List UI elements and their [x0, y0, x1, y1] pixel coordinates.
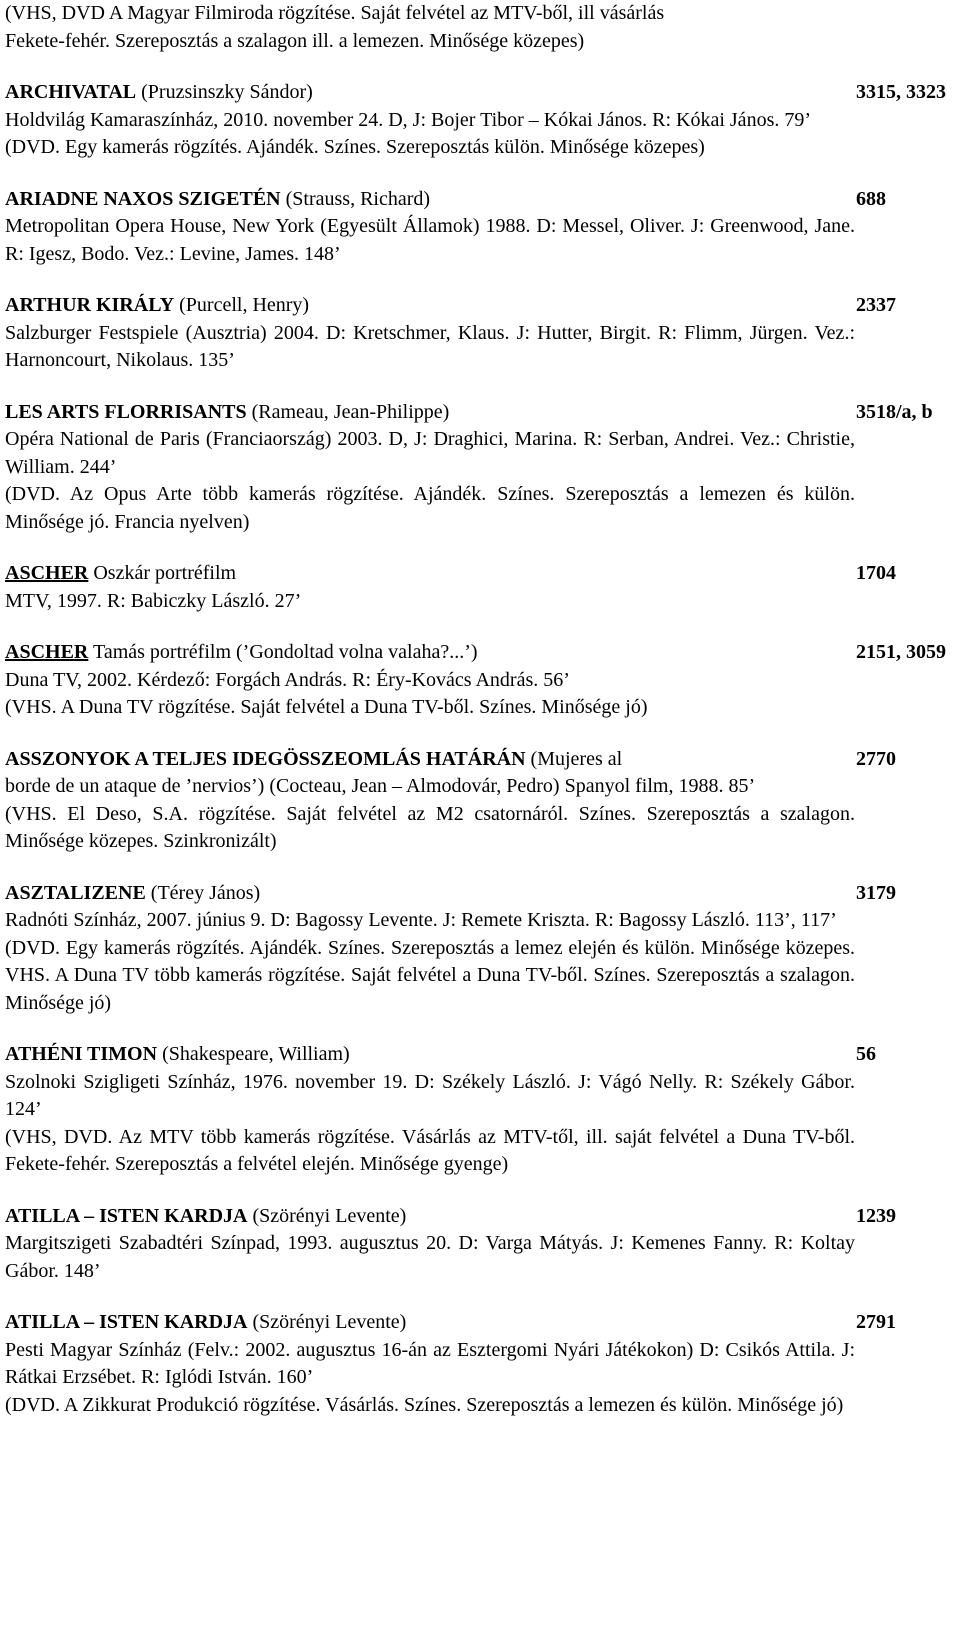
entry-heading	[5, 1203, 960, 1231]
entry-code: 2770	[856, 747, 896, 770]
entry-subtitle: (Mujeres al	[525, 747, 623, 770]
entry-heading	[5, 186, 960, 214]
entry-heading	[5, 560, 960, 588]
entry-subtitle: Oszkár portréfilm	[88, 562, 237, 584]
entry-subtitle: (Shakespeare, William)	[157, 1043, 350, 1065]
entry-body	[5, 588, 855, 616]
entry-heading	[5, 746, 960, 774]
entry-body	[5, 213, 855, 268]
catalog-entry	[5, 746, 960, 856]
entry-subtitle: (Rameau, Jean-Philippe)	[246, 400, 450, 423]
entry-line: Pesti Magyar Színház (Felv.: 2002. augusztus 16-án az Esztergomi Nyári Játékokon) D: Csikós Attila. J: Rátkai Erzsébet. R: Iglódi István. 160’	[5, 1338, 855, 1388]
entry-line: Radnóti Színház, 2007. június 9. D: Bagossy Levente. J: Remete Kriszta. R: Bagossy László. 113’, 117’	[5, 909, 837, 931]
catalog-entry	[5, 1203, 960, 1286]
entry-body	[5, 320, 855, 375]
entry-heading	[5, 880, 960, 908]
entry-subtitle: (Pruzsinszky Sándor)	[136, 81, 313, 103]
entry-title: ARTHUR KIRÁLY	[5, 294, 175, 316]
entry-line: borde de un ataque de ’nervios’) (Cocteau, Jean – Almodovár, Pedro) Spanyol film, 1988. 85’	[5, 775, 756, 797]
entry-line: (DVD. Az Opus Arte több kamerás rögzítése. Ajándék. Színes. Szereposztás a lemezen és külön. Minősége jó. Francia nyelven)	[5, 483, 855, 533]
entry-line: Salzburger Festspiele (Ausztria) 2004. D: Kretschmer, Klaus. J: Hutter, Birgit. R: Flimm, Jürgen. Vez.: Harnoncourt, Nikolaus. 135’	[5, 321, 855, 371]
entry-subtitle: (Strauss, Richard)	[280, 187, 431, 210]
entry-code: 3179	[856, 881, 896, 904]
entry-title: ASCHER	[5, 641, 89, 663]
entry-title: ATHÉNI TIMON	[5, 1043, 158, 1065]
entry-line: MTV, 1997. R: Babiczky László. 27’	[5, 589, 302, 612]
entry-title: ASZTALIZENE	[5, 881, 146, 904]
entry-code: 2151, 3059	[856, 641, 946, 663]
entry-body	[5, 907, 855, 1017]
entry-heading	[5, 292, 960, 320]
entry-subtitle: (Szörényi Levente)	[247, 1311, 407, 1333]
entry-heading	[5, 79, 960, 107]
entry-title: ARIADNE NAXOS SZIGETÉN	[5, 187, 281, 210]
entry-subtitle: (Térey János)	[145, 881, 261, 904]
entry-body	[5, 107, 855, 162]
entry-subtitle: Tamás portréfilm (’Gondoltad volna valaha?...’)	[88, 641, 478, 663]
entry-title: ASCHER	[5, 562, 89, 584]
entry-line: (DVD. A Zikkurat Produkció rögzítése. Vásárlás. Színes. Szereposztás a lemezen és külön. Minősége jó)	[5, 1393, 844, 1416]
entry-code: 2791	[856, 1311, 896, 1333]
entry-title: ATILLA – ISTEN KARDJA	[5, 1204, 248, 1227]
entry-title: ATILLA – ISTEN KARDJA	[5, 1311, 248, 1333]
entry-line: Duna TV, 2002. Kérdező: Forgách András. R: Éry-Kovács András. 56’	[5, 668, 570, 691]
entry-line: (VHS, DVD. Az MTV több kamerás rögzítése. Vásárlás az MTV-től, ill. saját felvétel a Duna TV-ből. Fekete-fehér. Szereposztás a felvétel elején. Minősége gyenge)	[5, 1125, 855, 1175]
entry-body	[5, 426, 855, 536]
catalog-entry	[5, 880, 960, 1018]
entry-body	[5, 773, 855, 856]
entry-line: Margitszigeti Szabadtéri Színpad, 1993. augusztus 20. D: Varga Mátyás. J: Kemenes Fanny. R: Koltay Gábor. 148’	[5, 1232, 855, 1282]
catalog-entry	[5, 560, 960, 615]
entry-code: 3315, 3323	[856, 81, 946, 103]
document-page	[5, 0, 960, 1419]
intro-line: (VHS, DVD A Magyar Filmiroda rögzítése. Saját felvétel az MTV-ből, ill vásárlás	[5, 2, 665, 24]
catalog-entry	[5, 399, 960, 537]
entry-line: Holdvilág Kamaraszínház, 2010. november 24. D, J: Bojer Tibor – Kókai János. R: Kókai János. 79’	[5, 108, 812, 131]
entry-title: ASSZONYOK A TELJES IDEGÖSSZEOMLÁS HATÁRÁN	[5, 747, 526, 770]
entry-line: (DVD. Egy kamerás rögzítés. Ajándék. Színes. Szereposztás külön. Minősége közepes)	[5, 136, 705, 158]
entry-line: Opéra National de Paris (Franciaország) 2003. D, J: Draghici, Marina. R: Serban, Andrei. Vez.: Christie, William. 244’	[5, 428, 855, 478]
catalog-entry	[5, 1309, 960, 1419]
catalog-entry	[5, 186, 960, 269]
entry-line: Szolnoki Szigligeti Színház, 1976. november 19. D: Székely László. J: Vágó Nelly. R: Székely Gábor. 124’	[5, 1070, 855, 1120]
entry-title: ARCHIVATAL	[5, 81, 137, 103]
entry-body	[5, 1337, 855, 1420]
intro-text	[5, 0, 855, 55]
entry-code: 1239	[856, 1204, 896, 1227]
entry-body	[5, 1230, 855, 1285]
entry-line: (DVD. Egy kamerás rögzítés. Ajándék. Színes. Szereposztás a lemez elején és külön. Minősége közepes. VHS. A Duna TV több kamerás rögzítése. Saját felvétel a Duna TV-ből. Színes. Szereposztás a szalagon. Minősége jó)	[5, 936, 855, 1014]
catalog-entry	[5, 292, 960, 375]
catalog-entry	[5, 639, 960, 722]
entry-line: (VHS. El Deso, S.A. rögzítése. Saját felvétel az M2 csatornáról. Színes. Szereposztás a szalagon. Minősége közepes. Szinkronizált)	[5, 802, 855, 852]
entry-code: 2337	[856, 294, 896, 316]
entry-line: Metropolitan Opera House, New York (Egyesült Államok) 1988. D: Messel, Oliver. J: Greenwood, Jane. R: Igesz, Bodo. Vez.: Levine, James. 148’	[5, 215, 855, 265]
intro-line: Fekete-fehér. Szereposztás a szalagon ill. a lemezen. Minősége közepes)	[5, 29, 585, 52]
entry-code: 56	[856, 1043, 876, 1065]
entry-title: LES ARTS FLORRISANTS	[5, 400, 247, 423]
entry-heading	[5, 399, 960, 427]
entry-code: 688	[856, 187, 886, 210]
entry-code: 3518/a, b	[856, 400, 933, 423]
entry-code: 1704	[856, 562, 896, 584]
catalog-entry	[5, 1041, 960, 1179]
entry-heading	[5, 639, 960, 667]
entry-list	[5, 79, 960, 1419]
entry-subtitle: (Szörényi Levente)	[247, 1204, 407, 1227]
entry-subtitle: (Purcell, Henry)	[174, 294, 310, 316]
entry-heading	[5, 1309, 960, 1337]
entry-body	[5, 1069, 855, 1179]
entry-heading	[5, 1041, 960, 1069]
entry-line: (VHS. A Duna TV rögzítése. Saját felvétel a Duna TV-ből. Színes. Minősége jó)	[5, 696, 648, 718]
catalog-entry	[5, 79, 960, 162]
entry-body	[5, 667, 855, 722]
